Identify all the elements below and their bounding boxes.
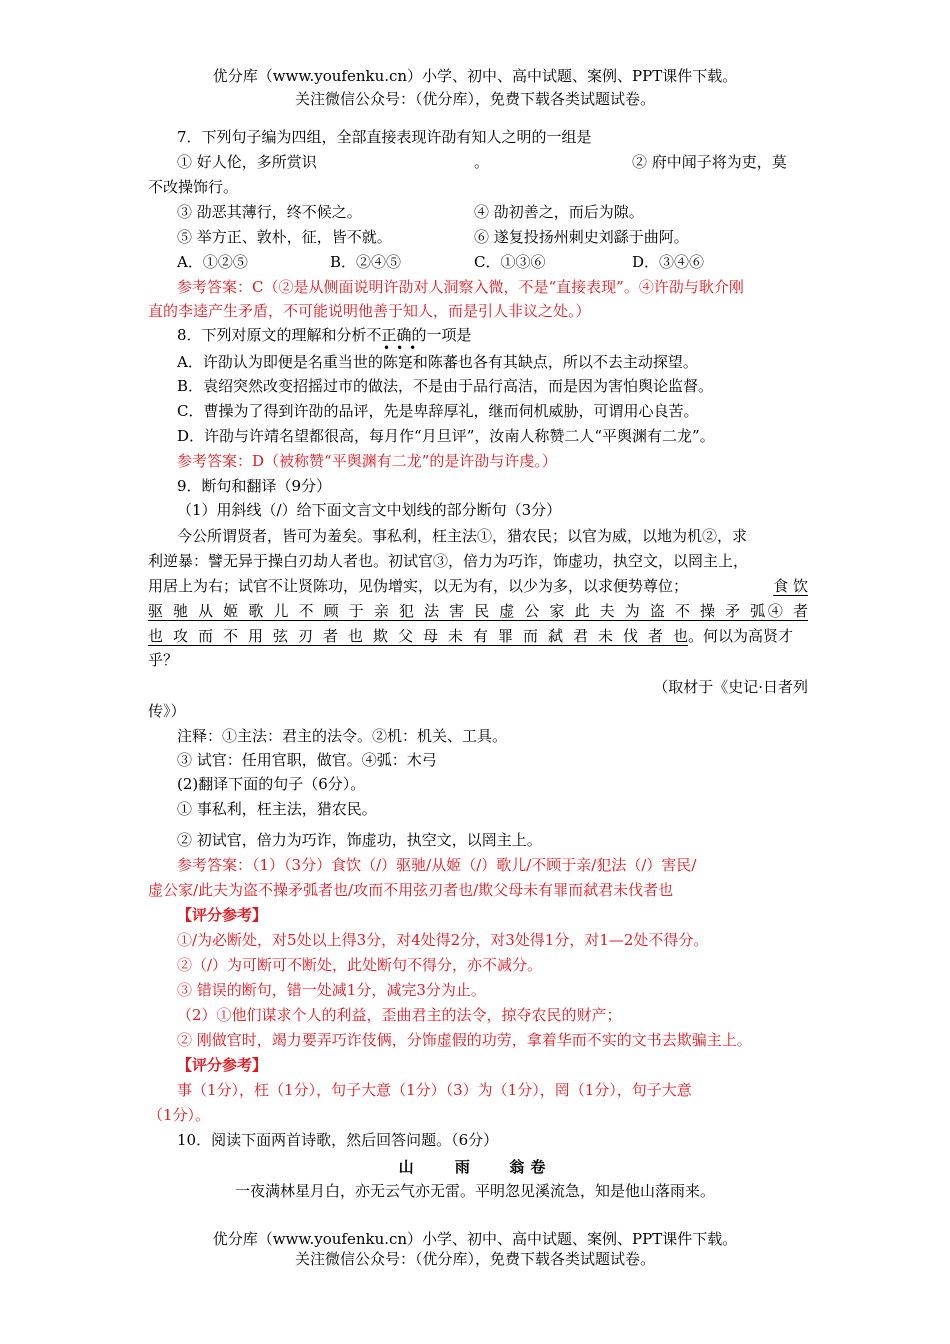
- header-line-2: 关注微信公众号：（优分库），免费下载各类试题试卷。: [294, 90, 655, 108]
- q7-sentence-2-end: 不改操饰行。: [148, 178, 239, 196]
- passage-line-3: [148, 576, 808, 596]
- q7-option-b: B．②④⑤: [330, 253, 402, 271]
- source-line-2: 传》）: [148, 702, 186, 720]
- q9-answer-line-2: 虚公家/此夫为盗不操矛弧者也/攻而不用弦刃者也/欺父母未有罪而弑君未伐者也: [148, 881, 674, 899]
- passage-line-1: 今公所谓贤者，皆可为羞矣。事私利，枉主法①，猎农民；以官为威，以地为机②，求: [177, 527, 748, 545]
- passage-underlined-line-4: 驱 驰 从 姬 歌 儿 不 顾 于 亲 犯 法 害 民 虚 公 家 此 夫 为 盗 不 操 矛 弧④ 者: [148, 602, 808, 620]
- header-line-1: 优分库（www.youfenku.cn）小学、初中、高中试题、案例、PPT课件下载。: [212, 67, 738, 85]
- q7-option-a: A．①②⑤: [177, 253, 248, 271]
- q7-sentence-1-mark: 。: [474, 153, 490, 171]
- translation-answer-1: （2）①他们谋求个人的利益，歪曲君主的法令，掠夺农民的财产；: [177, 1006, 622, 1024]
- q8-option-b: B．袁绍突然改变招摇过市的做法，不是由于品行高洁，而是因为害怕舆论监督。: [177, 377, 714, 395]
- q7-sentence-2-start: ② 府中闻子将为吏，莫: [632, 153, 787, 171]
- grading-rule-3: ③ 错误的断句，错一处减1分，减完3分为止。: [177, 981, 486, 999]
- q8-option-c: C．曹操为了得到许劭的品评，先是卑辞厚礼，继而伺机威胁，可谓用心良苦。: [177, 402, 699, 420]
- q7-sentence-3: ③ 劭恶其薄行，终不候之。: [177, 203, 362, 221]
- q8-option-a: A．许劭认为即便是名重当世的陈寔和陈蕃也各有其缺点，所以不去主动探望。: [177, 353, 698, 371]
- q8-option-d: D．许劭与许靖名望都很高，每月作“月旦评”，汝南人称赞二人“平舆渊有二龙”。: [177, 427, 715, 445]
- q7-option-c: C．①③⑥: [474, 253, 546, 271]
- q7-sentence-1: ① 好人伦，多所赏识: [177, 153, 317, 171]
- q8-answer: 参考答案：D（被称赞“平舆渊有二龙”的是许劭与许虔。）: [177, 452, 557, 470]
- translate-sentence-2: ② 初试官，倍力为巧诈，饰虚功，执空文，以罔主上。: [177, 831, 542, 849]
- q7-sentence-5: ⑤ 举方正、敦朴，征，皆不就。: [177, 228, 392, 246]
- grading-title-2: 【评分参考】: [177, 1056, 268, 1074]
- grading-rule-1: ①/为必断处，对5处以上得3分，对4处得2分，对3处得1分，对1—2处不得分。: [177, 931, 709, 949]
- grading-rule-5: （1分）。: [148, 1106, 211, 1124]
- q9-part-1: （1）用斜线（/）给下面文言文中划线的部分断句（3分）: [177, 501, 562, 519]
- note-line-2: ③ 试官：任用官职，做官。④弧：木弓: [177, 751, 437, 769]
- q7-stem: 7．下列句子编为四组，全部直接表现许劭有知人之明的一组是: [177, 128, 592, 146]
- q7-answer-line-2: 直的李逵产生矛盾，不可能说明他善于知人，而是引人非议之处。）: [148, 302, 591, 320]
- grading-rule-2: ②（/）为可断可不断处，此处断句不得分，亦不减分。: [177, 956, 543, 974]
- translation-answer-2: ② 刚做官时，竭力要弄巧诈伎俩，分饰虚假的功劳，拿着华而不实的文书去欺骗主上。: [177, 1031, 752, 1049]
- poem-body: 一夜满林星月白，亦无云气亦无雷。平明忽见溪流急，知是他山落雨来。: [234, 1182, 715, 1200]
- q7-option-d: D．③④⑥: [632, 253, 705, 271]
- grading-title-1: 【评分参考】: [177, 906, 268, 924]
- q10-stem: 10．阅读下面两首诗歌，然后回答问题。（6分）: [177, 1131, 499, 1149]
- note-line-1: 注释：①主法：君主的法令。②机：机关、工具。: [177, 727, 508, 745]
- q8-stem: 8．下列对原文的理解和分析不正确的一项是: [177, 326, 472, 344]
- passage-line-6: 乎？: [148, 651, 179, 669]
- translate-sentence-1: ① 事私利，枉主法，猎农民。: [177, 800, 377, 818]
- q7-answer-line-1: 参考答案：C（②是从侧面说明许劭对人洞察入微，不是“直接表现”。④许劭与耿介刚: [177, 278, 744, 296]
- passage-underlined-line-5: 也 攻 而 不 用 弦 刃 者 也 欺 父 母 未 有 罪 而 弑 君 未 伐 者 也: [148, 627, 688, 645]
- grading-rule-4: 事（1分），枉（1分），句子大意（1分）（3）为（1分），罔（1分），句子大意: [177, 1081, 692, 1099]
- passage-line-5: [148, 626, 808, 646]
- passage-underlined-start: 食 饮: [773, 577, 808, 595]
- poem-heading: [0, 1157, 950, 1177]
- source-line-1: （取材于《史记·日者列: [653, 678, 808, 696]
- q9-part-2: (2)翻译下面的句子（6分）。: [177, 775, 366, 793]
- q7-sentence-4: ④ 劭初善之，而后为隙。: [474, 203, 644, 221]
- footer-line-1: 优分库（www.youfenku.cn）小学、初中、高中试题、案例、PPT课件下载。: [212, 1230, 738, 1248]
- passage-line-5-tail: 。何以为高贤才: [688, 627, 794, 645]
- q9-answer-line-1: 参考答案：（1）（3分）食饮（/）驱驰/从姬（/）歌儿/不顾于亲/犯法（/）害民/: [177, 856, 697, 874]
- footer-line-2: 关注微信公众号：（优分库），免费下载各类试题试卷。: [294, 1250, 655, 1268]
- poem-title: 山 雨: [398, 1158, 488, 1176]
- passage-line-2: 利逆暴：譬无异于操白刃劫人者也。初试官③，倍力为巧诈，饰虚功，执空文，以罔主上，: [148, 552, 749, 570]
- passage-line-3-text: 用居上为右；试官不让贤陈功，见伪增实，以无为有，以少为多，以求便势尊位；: [148, 577, 689, 595]
- q7-sentence-6: ⑥ 遂复投扬州刺史刘繇于曲阿。: [474, 228, 689, 246]
- q9-stem: 9．断句和翻译（9分）: [177, 477, 332, 495]
- poem-author: 翁卷: [509, 1158, 552, 1176]
- emphasis-dots: •••: [383, 341, 423, 355]
